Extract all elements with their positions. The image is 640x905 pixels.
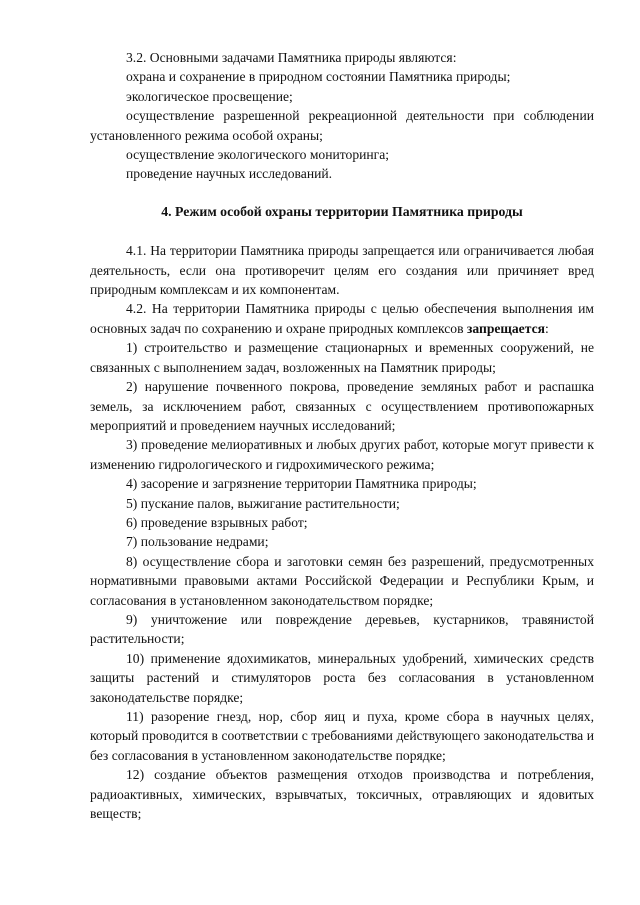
prohibition-item: 2) нарушение почвенного покрова, проведение земляных работ и распашка земель, за исключением работ, связанных с осуществлением противопожарных мероприятий и проведением научных исследований; [90, 379, 594, 433]
prohibition-item: 12) создание объектов размещения отходов производства и потребления, радиоактивных, химических, взрывчатых, токсичных, отравляющих и ядовитых веществ; [90, 767, 594, 822]
document-page [90, 48, 594, 823]
prohibition-item: 5) пускание палов, выжигание растительности; [126, 495, 400, 511]
task-item: экологическое просвещение; [126, 88, 293, 104]
prohibition-item: 1) строительство и размещение стационарных и временных сооружений, не связанных с выполнением задач, возложенных на Памятник природы; [90, 340, 594, 375]
task-item: охрана и сохранение в природном состоянии Памятника природы; [126, 69, 511, 85]
prohibition-item: 9) уничтожение или повреждение деревьев, кустарников, травянистой растительности; [90, 611, 594, 647]
prohibition-item: 11) разорение гнезд, нор, сбор яиц и пуха, кроме сбора в научных целях, который проводится в соответствии с требованиями действующего законодательства и без согласования в установленном законодательстве порядке; [90, 709, 594, 763]
task-item: проведение научных исследований. [126, 166, 333, 182]
prohibition-item: 10) применение ядохимикатов, минеральных удобрений, химических средств защиты растений и стимуляторов роста без согласования в установленном законодательстве порядке; [90, 650, 594, 705]
paragraph-4-1: 4.1. На территории Памятника природы запрещается или ограничивается любая деятельность, если она противоречит целям его создания или причиняет вред природным комплексам и их компонентам. [90, 243, 594, 298]
section-4-heading: 4. Режим особой охраны территории Памятника природы [161, 203, 523, 219]
paragraph-4-2 [90, 299, 594, 338]
prohibition-item: 4) засорение и загрязнение территории Памятника природы; [126, 476, 477, 492]
section-3-2-intro: 3.2. Основными задачами Памятника природы являются: [126, 50, 457, 65]
prohibition-item: 6) проведение взрывных работ; [126, 514, 308, 530]
task-item: осуществление экологического мониторинга; [126, 147, 390, 163]
paragraph-4-2-bold: запрещается [466, 320, 545, 336]
paragraph-4-2-text: 4.2. На территории Памятника природы с целью обеспечения выполнения им основных задач по сохранению и охране природных комплексов [90, 301, 594, 336]
prohibition-item: 7) пользование недрами; [126, 534, 269, 550]
prohibition-item: 8) осуществление сбора и заготовки семян без разрешений, предусмотренных нормативными правовыми актами Российской Федерации и Республики Крым, и согласования в установленном законодательством порядке; [90, 553, 594, 608]
prohibition-item: 3) проведение мелиоративных и любых других работ, которые могут привести к изменению гидрологического и гидрохимического режима; [90, 437, 594, 472]
paragraph-4-2-end: : [544, 320, 549, 336]
task-item: осуществление разрешенной рекреационной деятельности при соблюдении установленного режима особой охраны; [90, 108, 594, 143]
